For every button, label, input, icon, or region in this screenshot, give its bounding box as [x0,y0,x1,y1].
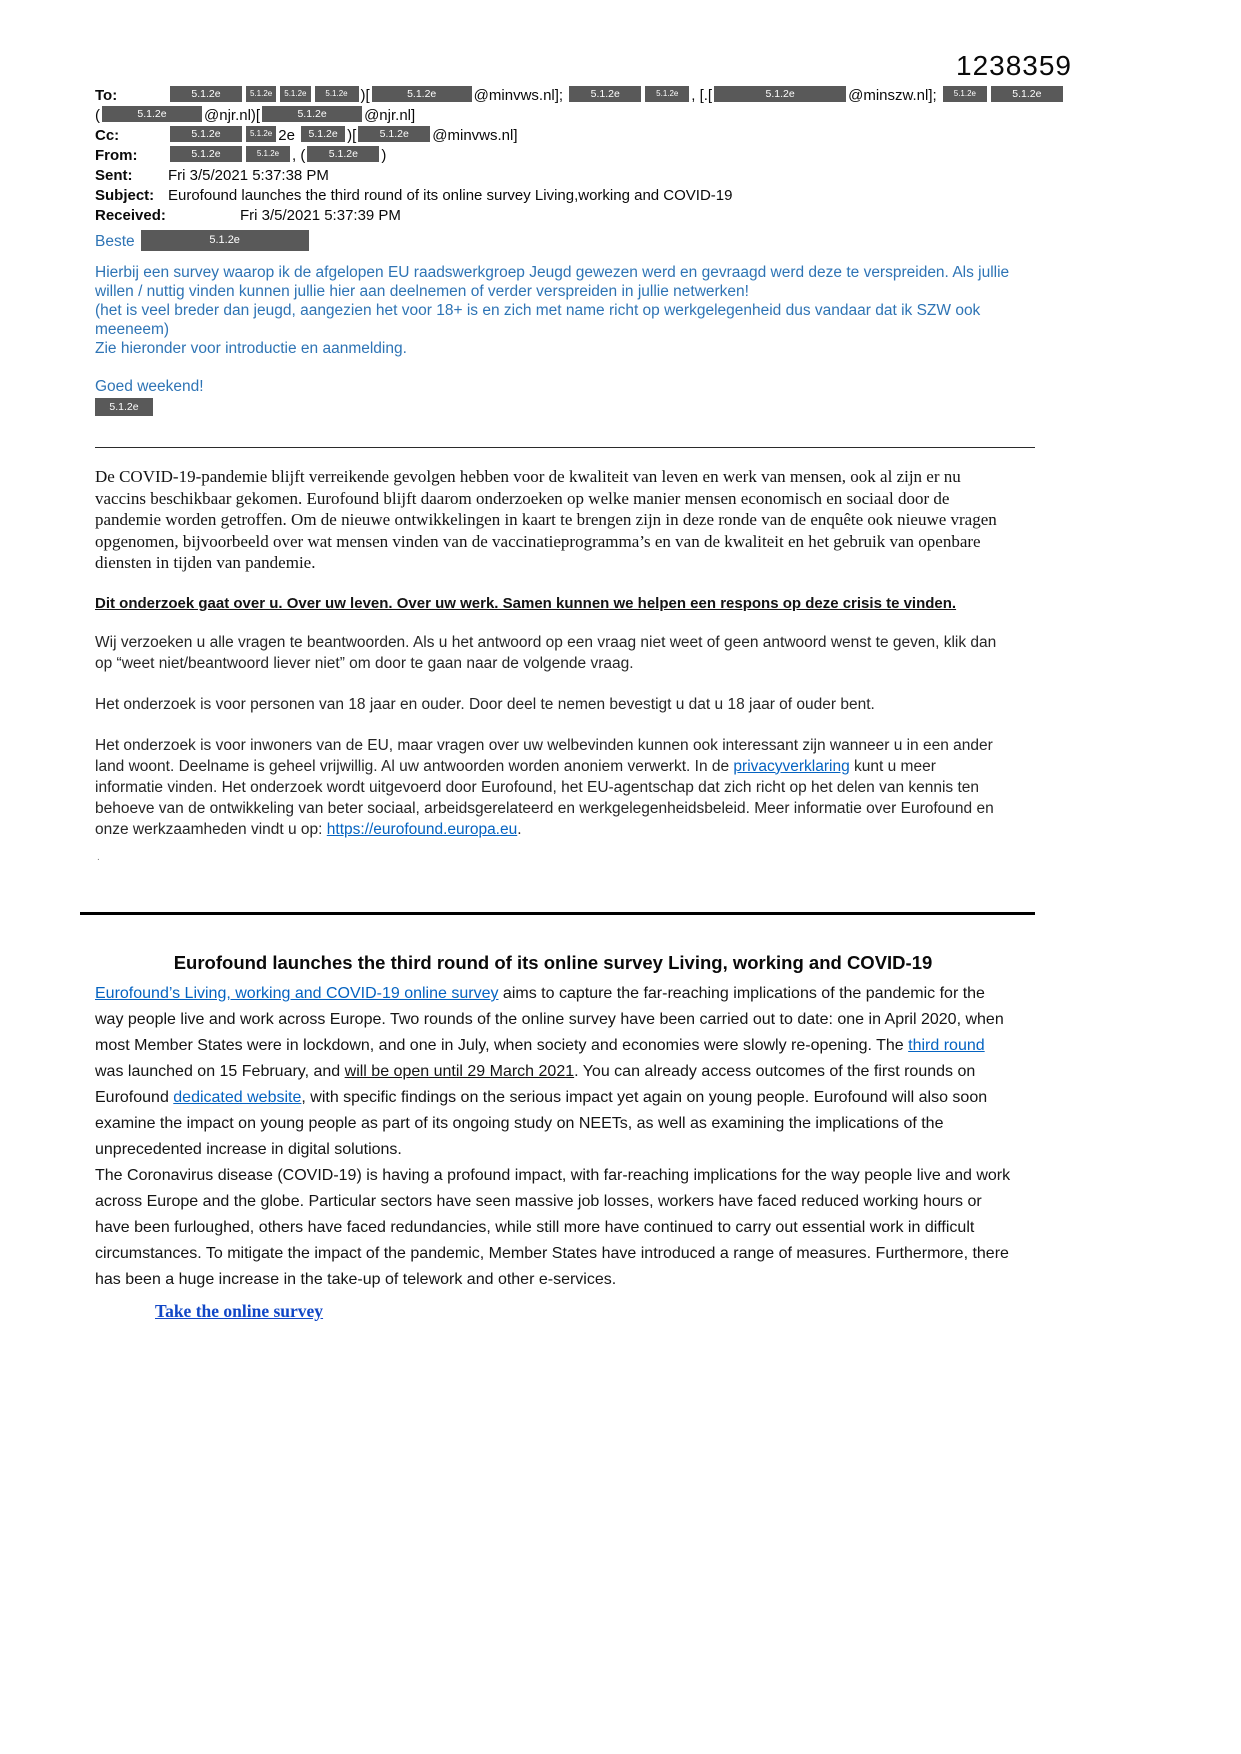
nl-p3-text: kunt u meer informatie vinden. Het onderzoek wordt uitgevoerd door Eurofound, het EU-agentschap dat zich richt op het delen van kennis ten behoeve van de ontwikkeling van beter sociaal, arbeidsgerelateerd en werkgelegenheidsbeleid. Meer informatie over Eurofound en onze werkzaamheden vindt u op: [95,757,994,838]
sent-label: Sent: [95,167,133,184]
received-label: Received: [95,207,166,224]
to-label: To: [95,87,118,104]
eurofound-url-link[interactable]: https://eurofound.europa.eu [326,820,518,838]
redaction-block: 5.1.2e [246,146,290,162]
nl-p3-text: Het onderzoek is voor inwoners van de EU, maar vragen over uw welbevinden kunnen ook interessant zijn wanneer u in een ander land woont. Deelname is geheel vrijwillig. Al uw antwoorden worden anoniem verwerkt. In de [95,736,993,775]
redaction-block: 5.1.2e [141,230,309,251]
announcement-paragraph-2: The Coronavirus disease (COVID-19) is having a profound impact, with far-reaching implications for the way people live and work across Europe and the globe. Particular sectors have seen massive job losses, workers have faced reduced working hours or have been furloughed, others have faced redundancies, while still more have continued to carry out essential work in difficult circumstances. To mitigate the impact of the pandemic, Member States have introduced a range of measures. Furthermore, there has been a huge increase in the take-up of telework and other e-services. [95,1167,1011,1288]
header-text-fragment: @minszw.nl]; [848,87,937,104]
signature-line [95,398,1030,419]
redaction-block: 5.1.2e [714,86,846,102]
message-body [95,230,1030,419]
redaction-block: 5.1.2e [645,86,689,102]
divider-thick [80,912,1035,915]
nl-intro-paragraph: De COVID-19-pandemie blijft verreikende gevolgen hebben voor de kwaliteit van leven en werk van mensen, ook al zijn er nu vaccins beschikbaar gekomen. Eurofound blijft daarom onderzoeken op welke manier mensen economisch en sociaal door de pandemie worden getroffen. Om de nieuwe ontwikkelingen in kaart te brengen zijn in deze ronde van de enquête ook nieuwe vragen opgenomen, bijvoorbeeld over wat mensen vinden van de vaccinatieprogramma’s en van de kwaliteit en het gebruik van openbare diensten in tijden van pandemie. [95,467,997,572]
redaction-block: 5.1.2e [301,126,345,142]
redaction-block: 5.1.2e [170,86,242,102]
cc-label: Cc: [95,127,120,144]
document-number: 1238359 [956,50,1073,81]
greeting-line [95,230,1030,251]
header-subject-line [95,186,1075,205]
message-paragraph: Zie hieronder voor introductie en aanmelding. [95,340,407,357]
redaction-block: 5.1.2e [262,106,362,122]
header-cc-line [95,126,1075,145]
header-text-fragment: ) [381,147,387,164]
redaction-block: 5.1.2e [102,106,202,122]
redaction-block: 5.1.2e [307,146,379,162]
header-text-fragment: 2e [278,127,295,144]
announcement-paragraph-1 [95,981,1011,1163]
open-until-underline: will be open until 29 March 2021 [344,1063,575,1080]
cta-line [155,1301,1011,1322]
header-text-fragment: @njr.nl)[ [204,107,261,124]
header-to-line2 [95,106,1075,125]
announcement-section [95,952,1011,1322]
nl-paragraph: Het onderzoek is voor personen van 18 jaar en ouder. Door deel te nemen bevestigt u dat u 18 jaar of ouder bent. [95,695,875,713]
third-round-link[interactable]: third round [908,1037,985,1054]
header-from-line [95,146,1075,165]
dedicated-website-link[interactable]: dedicated website [173,1089,302,1106]
living-working-survey-link[interactable]: Eurofound’s Living, working and COVID-19 online survey [95,985,499,1002]
divider-thin [95,447,1035,448]
message-closing: Goed weekend! [95,378,204,395]
redaction-block: 5.1.2e [170,126,242,142]
received-value: Fri 3/5/2021 5:37:39 PM [240,207,401,224]
header-text-fragment: , ( [292,147,306,164]
announcement-text: was launched on 15 February, and [95,1063,345,1080]
redaction-block: 5.1.2e [246,126,276,142]
survey-intro-nl [95,466,1007,840]
header-text-fragment: )[ [360,87,370,104]
header-text-fragment: @njr.nl] [364,107,416,124]
redaction-block: 5.1.2e [246,86,276,102]
privacy-statement-link[interactable]: privacyverklaring [733,757,850,775]
subject-value: Eurofound launches the third round of its online survey Living,working and COVID-19 [168,187,733,204]
nl-paragraph [95,735,1007,840]
take-survey-link[interactable]: Take the online survey [155,1301,324,1321]
nl-tagline: Dit onderzoek gaat over u. Over uw leven. Over uw werk. Samen kunnen we helpen een respons op deze crisis te vinden. [95,594,957,612]
header-to-line1 [95,86,1075,105]
redaction-block: 5.1.2e [358,126,430,142]
redaction-block: 5.1.2e [943,86,987,102]
header-received-line [95,206,1075,225]
redaction-block: 5.1.2e [315,86,359,102]
redaction-block: 5.1.2e [569,86,641,102]
announcement-heading: Eurofound launches the third round of its online survey Living, working and COVID-19 [173,952,933,973]
message-paragraph: Hierbij een survey waarop ik de afgelopen EU raadswerkgroep Jeugd gewezen werd en gevraagd werd deze te verspreiden. Als jullie willen / nuttig vinden kunnen jullie hier aan deelnemen of verder verspreiden in jullie netwerken! [95,264,1010,300]
header-text-fragment: @minvws.nl] [432,127,518,144]
nl-paragraph: Wij verzoeken u alle vragen te beantwoorden. Als u het antwoord op een vraag niet weet of geen antwoord wenst te geven, klik dan op “weet niet/beantwoord liever niet” om door te gaan naar de volgende vraag. [95,633,997,672]
header-sent-line [95,166,1075,185]
announcement-text: , with specific findings on the serious impact yet again on young people. Eurofound will also soon examine the impact on young people as part of its ongoing study on NEETs, as well as examining the implications of the unprecedented increase in digital solutions. [95,1089,988,1158]
announcement-text: aims to capture the far-reaching implications of the pandemic for the way people live and work across Europe. Two rounds of the online survey have been carried out to date: one in April 2020, when most Member States were in lockdown, and one in July, when society and economies were slowly re-opening. The [95,985,1004,1054]
redaction-block: 5.1.2e [170,146,242,162]
redaction-block: 5.1.2e [991,86,1063,102]
stray-mark: . [97,852,100,863]
header-text-fragment: @minvws.nl]; [473,87,564,104]
message-paragraph: (het is veel breder dan jeugd, aangezien het voor 18+ is en zich met name richt op werkgelegenheid dus vandaar dat ik SZW ook meeneem) [95,302,981,338]
subject-label: Subject: [95,187,155,204]
header-text-fragment: ( [95,107,100,124]
greeting-text: Beste [95,233,135,250]
redaction-block: 5.1.2e [372,86,472,102]
header-text-fragment: )[ [347,127,357,144]
redaction-block: 5.1.2e [95,398,153,416]
email-header [95,86,1075,226]
from-label: From: [95,147,138,164]
header-text-fragment: , [.[ [691,87,713,104]
sent-value: Fri 3/5/2021 5:37:38 PM [168,167,329,184]
announcement-text: . You can already access outcomes of the first rounds on Eurofound [95,1063,976,1106]
nl-p3-text: . [517,820,522,838]
redaction-block: 5.1.2e [280,86,310,102]
